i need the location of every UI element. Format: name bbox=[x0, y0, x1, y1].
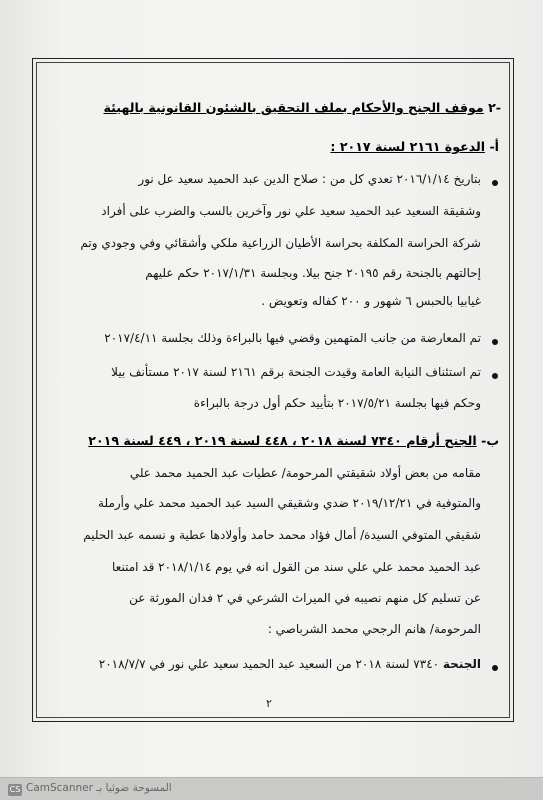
last-bullet-text: ٧٣٤٠ لسنة ٢٠١٨ من السعيد عبد الحميد سعيد علي نور في ٢٠١٨/٧/٧ bbox=[98, 657, 440, 671]
case-b-line4: عبد الحميد محمد علي علي سند من القول انه في يوم ٢٠١٨/١/١٤ قد امتنعا bbox=[112, 560, 481, 574]
bullet-dot bbox=[492, 373, 498, 379]
case-a-bullet1-line2: وشقيقة السعيد عبد الحميد سعيد علي نور وآخرين بالسب والضرب على أفراد bbox=[101, 204, 481, 218]
case-a-bullet3-line2: وحكم فيها بجلسة ٢٠١٧/٥/٢١ بتأييد حكم أول درجة بالبراءة bbox=[193, 396, 481, 410]
case-a-bullet3-line1: تم استئناف النيابة العامة وقيدت الجنحة برقم ٢١٦١ لسنة ٢٠١٧ مستأنف بيلا bbox=[111, 365, 481, 379]
case-a-title: الدعوة ٢١٦١ لسنة ٢٠١٧ : bbox=[330, 139, 486, 154]
last-bullet-bold: الجنحة bbox=[442, 657, 481, 671]
case-b-line2: والمتوفية في ٢٠١٩/١٢/٢١ ضدي وشقيقي السيد عبد الحميد محمد علي وأرملة bbox=[98, 496, 481, 510]
scanner-footer bbox=[0, 777, 543, 800]
case-b-last-bullet bbox=[61, 657, 481, 671]
scanner-watermark bbox=[8, 782, 172, 796]
case-b-line3: شقيقي المتوفي السيدة/ أمال فؤاد محمد حامد وأولادها عطية و نسمه عبد الحليم bbox=[83, 528, 481, 542]
bullet-dot bbox=[492, 665, 498, 671]
case-b-label: ب- bbox=[481, 433, 499, 448]
bullet-dot bbox=[492, 180, 498, 186]
case-b-title: الجنح أرقام ٧٣٤٠ لسنة ٢٠١٨ ، ٤٤٨ لسنة ٢٠١٩ ، ٤٤٩ لسنة ٢٠١٩ bbox=[88, 433, 477, 448]
section-number: -٢ bbox=[488, 100, 501, 115]
case-b-line6: المرحومة/ هانم الرجحي محمد الشرباصي : bbox=[267, 622, 481, 636]
section-heading bbox=[104, 100, 501, 115]
case-b-heading bbox=[88, 433, 499, 448]
scanner-text: CamScanner المسوحة ضوئيا بـ bbox=[26, 782, 172, 794]
camscanner-logo-icon: CS bbox=[9, 785, 21, 794]
page-border-inner bbox=[36, 62, 510, 718]
case-a-bullet1-line4: إحالتهم بالجنحة رقم ٢٠١٩٥ جنح بيلا. وبجلسة ٢٠١٧/١/٣١ حكم عليهم bbox=[145, 266, 481, 280]
case-a-bullet1-line5: غيابيا بالحبس ٦ شهور و ٢٠٠ كفاله وتعويض . bbox=[261, 294, 481, 308]
case-a-heading bbox=[330, 139, 499, 154]
case-b-line5: عن تسليم كل منهم نصيبه في الميراث الشرعي في ٢ فدان المورثة عن bbox=[129, 591, 481, 605]
page-number: ٢ bbox=[266, 697, 272, 710]
case-a-label: أ- bbox=[489, 139, 499, 154]
section-title: موقف الجنح والأحكام بملف التحقيق بالشئون القانونية بالهيئة bbox=[103, 100, 484, 115]
bullet-dot bbox=[492, 339, 498, 345]
case-a-bullet2-line1: تم المعارضة من جانب المتهمين وقضي فيها بالبراءة وذلك بجلسة ٢٠١٧/٤/١١ bbox=[104, 331, 481, 345]
case-a-bullet1-line3: شركة الحراسة المكلفة بحراسة الأطيان الزراعية ملكي وأشقائي وفي وجودي وتم bbox=[80, 236, 481, 250]
case-a-bullet1-line1: بتاريخ ٢٠١٦/١/١٤ تعدي كل من : صلاح الدين عبد الحميد سعيد عل نور bbox=[138, 172, 481, 186]
case-b-line1: مقامه من بعض أولاد شقيقتي المرحومة/ عطيات عبد الحميد محمد علي bbox=[129, 466, 481, 480]
